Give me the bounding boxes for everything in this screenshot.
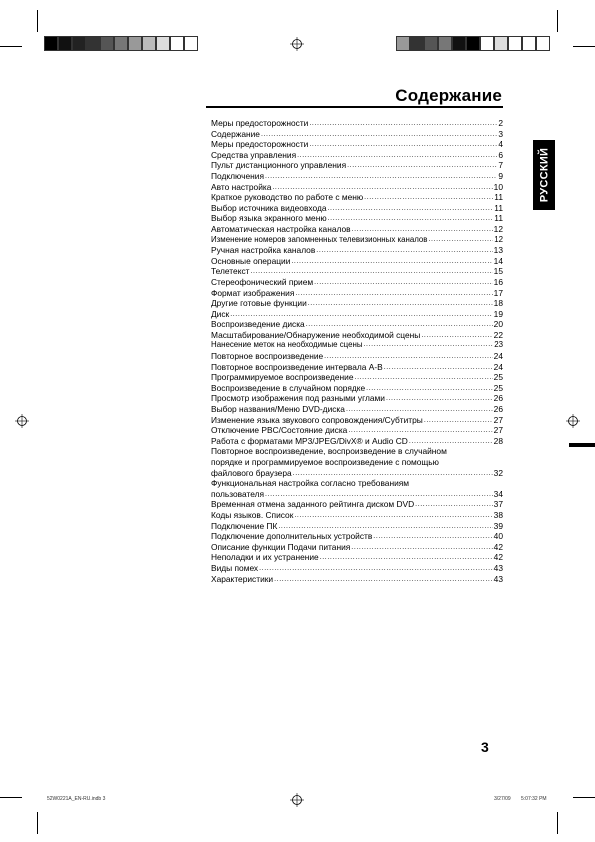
- toc-entry[interactable]: Меры предосторожности ..... 2: [211, 118, 503, 129]
- table-of-contents: [211, 118, 503, 584]
- toc-entry-multiline[interactable]: Функциональная настройка согласно требованиям пользователя ..... 34: [211, 478, 503, 499]
- toc-entry[interactable]: Воспроизведение диска ..... 20: [211, 319, 503, 330]
- crop-mark: [0, 797, 22, 798]
- toc-entry[interactable]: Ручная настройка каналов ..... 13: [211, 245, 503, 256]
- toc-entry[interactable]: Виды помех ..... 43: [211, 563, 503, 574]
- side-marker-bar: [569, 443, 595, 447]
- registration-mark-bottom-icon: [290, 793, 304, 807]
- toc-entry[interactable]: Нанесение меток на необходимые сцены ..... 23: [211, 340, 503, 351]
- registration-mark-top-icon: [290, 37, 304, 51]
- crop-mark: [557, 10, 558, 32]
- title-underline: [206, 106, 503, 108]
- toc-entry[interactable]: Краткое руководство по работе с меню ..... 11: [211, 192, 503, 203]
- color-bar-right: [396, 36, 550, 51]
- toc-entry[interactable]: Автоматическая настройка каналов ..... 12: [211, 224, 503, 235]
- toc-entry[interactable]: Работа с форматами MP3/JPEG/DivX® и Audio CD ..... 28: [211, 436, 503, 447]
- toc-entry[interactable]: Изменение номеров запомненных телевизионных каналов ..... 12: [211, 235, 503, 246]
- toc-entry[interactable]: Диск ..... 19: [211, 309, 503, 320]
- toc-entry[interactable]: Масштабирование/Обнаружение необходимой сцены ..... 22: [211, 330, 503, 341]
- toc-entry[interactable]: Стереофонический прием ..... 16: [211, 277, 503, 288]
- toc-entry[interactable]: Основные операции ..... 14: [211, 256, 503, 267]
- toc-entry[interactable]: Пульт дистанционного управления ..... 7: [211, 160, 503, 171]
- toc-entry[interactable]: Изменение языка звукового сопровождения/Субтитры ..... 27: [211, 415, 503, 426]
- crop-mark: [573, 797, 595, 798]
- toc-entry[interactable]: Выбор источника видеовхода ..... 11: [211, 203, 503, 214]
- toc-entry[interactable]: Описание функции Подачи питания ..... 42: [211, 542, 503, 553]
- toc-entry[interactable]: Программируемое воспроизведение ..... 25: [211, 372, 503, 383]
- crop-mark: [37, 812, 38, 834]
- language-tab-label: РУССКИЙ: [538, 147, 550, 203]
- toc-entry[interactable]: Неполадки и их устранение ..... 42: [211, 552, 503, 563]
- registration-mark-right-icon: [566, 414, 580, 428]
- toc-entry[interactable]: Подключение ПК ..... 39: [211, 521, 503, 532]
- toc-entry[interactable]: Подключение дополнительных устройств ..... 40: [211, 531, 503, 542]
- toc-entry[interactable]: Повторное воспроизведение интервала A-B ..... 24: [211, 362, 503, 373]
- color-bar-left: [44, 36, 198, 51]
- language-tab: [533, 140, 555, 210]
- toc-entry[interactable]: Временная отмена заданного рейтинга диском DVD ..... 37: [211, 499, 503, 510]
- toc-entry[interactable]: Воспроизведение в случайном порядке ..... 25: [211, 383, 503, 394]
- toc-entry[interactable]: Подключения ..... 9: [211, 171, 503, 182]
- toc-entry[interactable]: Повторное воспроизведение ..... 24: [211, 351, 503, 362]
- toc-entry[interactable]: Содержание ..... 3: [211, 129, 503, 140]
- crop-mark: [573, 46, 595, 47]
- toc-entry[interactable]: Телетекст ..... 15: [211, 266, 503, 277]
- toc-entry[interactable]: Коды языков. Список ..... 38: [211, 510, 503, 521]
- toc-entry-multiline[interactable]: Повторное воспроизведение, воспроизведение в случайном порядке и программируемое воспроизведение с помощью файлового браузера ..... 32: [211, 446, 503, 478]
- registration-mark-left-icon: [15, 414, 29, 428]
- toc-entry[interactable]: Авто настройка ..... 10: [211, 182, 503, 193]
- slug-date: 3/27/09: [494, 796, 511, 802]
- slug-time: 5:07:32 PM: [521, 796, 547, 802]
- crop-mark: [0, 46, 22, 47]
- toc-entry[interactable]: Средства управления ..... 6: [211, 150, 503, 161]
- toc-entry[interactable]: Выбор языка экранного меню ..... 11: [211, 213, 503, 224]
- toc-entry[interactable]: Характеристики ..... 43: [211, 574, 503, 585]
- toc-entry[interactable]: Просмотр изображения под разными углами ..... 26: [211, 393, 503, 404]
- toc-entry[interactable]: Меры предосторожности ..... 4: [211, 139, 503, 150]
- toc-entry[interactable]: Выбор названия/Меню DVD-диска ..... 26: [211, 404, 503, 415]
- crop-mark: [37, 10, 38, 32]
- page-number: 3: [481, 739, 489, 755]
- page-title: Содержание: [395, 86, 502, 105]
- crop-mark: [557, 812, 558, 834]
- toc-entry[interactable]: Формат изображения ..... 17: [211, 288, 503, 299]
- toc-entry[interactable]: Другие готовые функции ..... 18: [211, 298, 503, 309]
- slug-filename: 52W0221A_EN-RU.indb 3: [47, 796, 106, 802]
- toc-entry[interactable]: Отключение PBC/Состояние диска ..... 27: [211, 425, 503, 436]
